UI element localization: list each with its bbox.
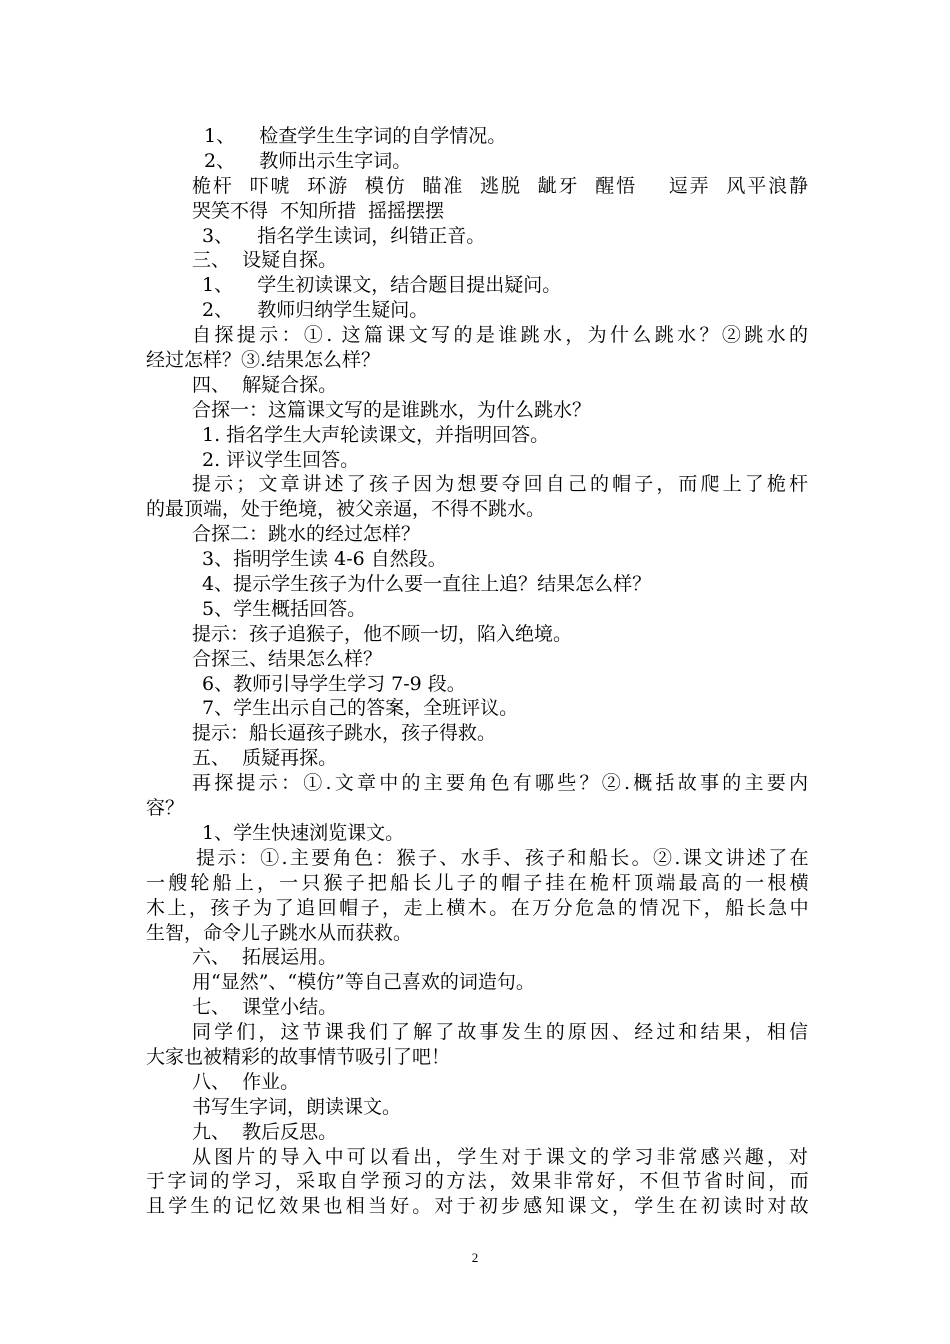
section-heading: 九、 教后反思。: [192, 1120, 338, 1143]
text-line: 木上，孩子为了追回帽子，走上横木。在万分危急的情况下，船长急中: [146, 896, 808, 919]
section-heading: 六、 拓展运用。: [192, 946, 338, 969]
section-heading: 五、 质疑再探。: [192, 747, 338, 770]
page-number: 2: [471, 1250, 479, 1265]
text-line: 7、学生出示自己的答案，全班评议。: [202, 697, 519, 720]
text-line: 经过怎样？③.结果怎么样？: [146, 349, 381, 372]
text-line: 自探提示：①. 这篇课文写的是谁跳水，为什么跳水？②跳水的: [192, 324, 808, 347]
text-line: 提示：①.主要角色：猴子、水手、孩子和船长。②.课文讲述了在: [196, 846, 808, 869]
text-line: 1、 检查学生生字词的自学情况。: [204, 125, 507, 147]
text-line: 哭笑不得 不知所措 摇摇摆摆: [192, 199, 445, 222]
text-line: 用“显然”、“模仿”等自己喜欢的词造句。: [192, 971, 535, 994]
text-line: 提示：船长逼孩子跳水，孩子得救。: [192, 722, 497, 745]
text-line: 1. 指名学生大声轮读课文，并指明回答。: [202, 423, 550, 446]
section-heading: 三、 设疑自探。: [192, 249, 338, 272]
text-line: 3、指明学生读 4-6 自然段。: [202, 548, 447, 571]
text-line: 大家也被精彩的故事情节吸引了吧！: [146, 1045, 451, 1068]
text-line: 容？: [146, 797, 185, 820]
text-line: 4、提示学生孩子为什么要一直往上追？结果怎么样？: [202, 573, 652, 596]
text-line: 生智，命令儿子跳水从而获救。: [146, 921, 413, 944]
text-line: 1、学生快速浏览课文。: [202, 821, 405, 844]
text-line: 于字词的学习，采取自学预习的方法，效果非常好，不但节省时间，而: [146, 1170, 808, 1193]
text-line: 2. 评议学生回答。: [202, 448, 360, 471]
text-line: 合探二：跳水的经过怎样？: [192, 523, 421, 546]
text-line: 桅杆 吓唬 环游 模仿 瞄准 逃脱 龇牙 醒悟 逗弄 风平浪静: [192, 174, 808, 197]
text-line: 书写生字词，朗读课文。: [192, 1095, 402, 1118]
text-line: 2、 教师归纳学生疑问。: [202, 299, 429, 322]
section-heading: 七、 课堂小结。: [192, 996, 338, 1019]
text-line: 合探一：这篇课文写的是谁跳水，为什么跳水？: [192, 398, 592, 421]
document-body: [146, 124, 808, 1219]
text-line: 1、 学生初读课文，结合题目提出疑问。: [202, 274, 562, 297]
text-line: 5、学生概括回答。: [202, 597, 367, 620]
text-line: 的最顶端，处于绝境，被父亲逼，不得不跳水。: [146, 498, 546, 521]
text-line: 且学生的记忆效果也相当好。对于初步感知课文，学生在初读时对故: [146, 1195, 808, 1218]
section-heading: 四、 解疑合探。: [192, 373, 338, 396]
text-line: 6、教师引导学生学习 7-9 段。: [202, 672, 466, 695]
text-line: 同学们，这节课我们了解了故事发生的原因、经过和结果，相信: [192, 1021, 808, 1044]
section-heading: 八、 作业。: [192, 1070, 300, 1093]
text-line: 提示；文章讲述了孩子因为想要夺回自己的帽子，而爬上了桅杆: [192, 473, 808, 496]
text-line: 3、 指名学生读词，纠错正音。: [202, 224, 486, 247]
text-line: 一艘轮船上，一只猴子把船长儿子的帽子挂在桅杆顶端最高的一根横: [146, 871, 808, 894]
text-line: 从图片的导入中可以看出，学生对于课文的学习非常感兴趣，对: [192, 1145, 808, 1168]
text-line: 合探三、结果怎么样？: [192, 647, 383, 670]
text-line: 再探提示：①.文章中的主要角色有哪些？②.概括故事的主要内: [192, 772, 808, 795]
text-line: 提示：孩子追猴子，他不顾一切，陷入绝境。: [192, 622, 573, 645]
text-line: 2、 教师出示生字词。: [204, 149, 412, 172]
